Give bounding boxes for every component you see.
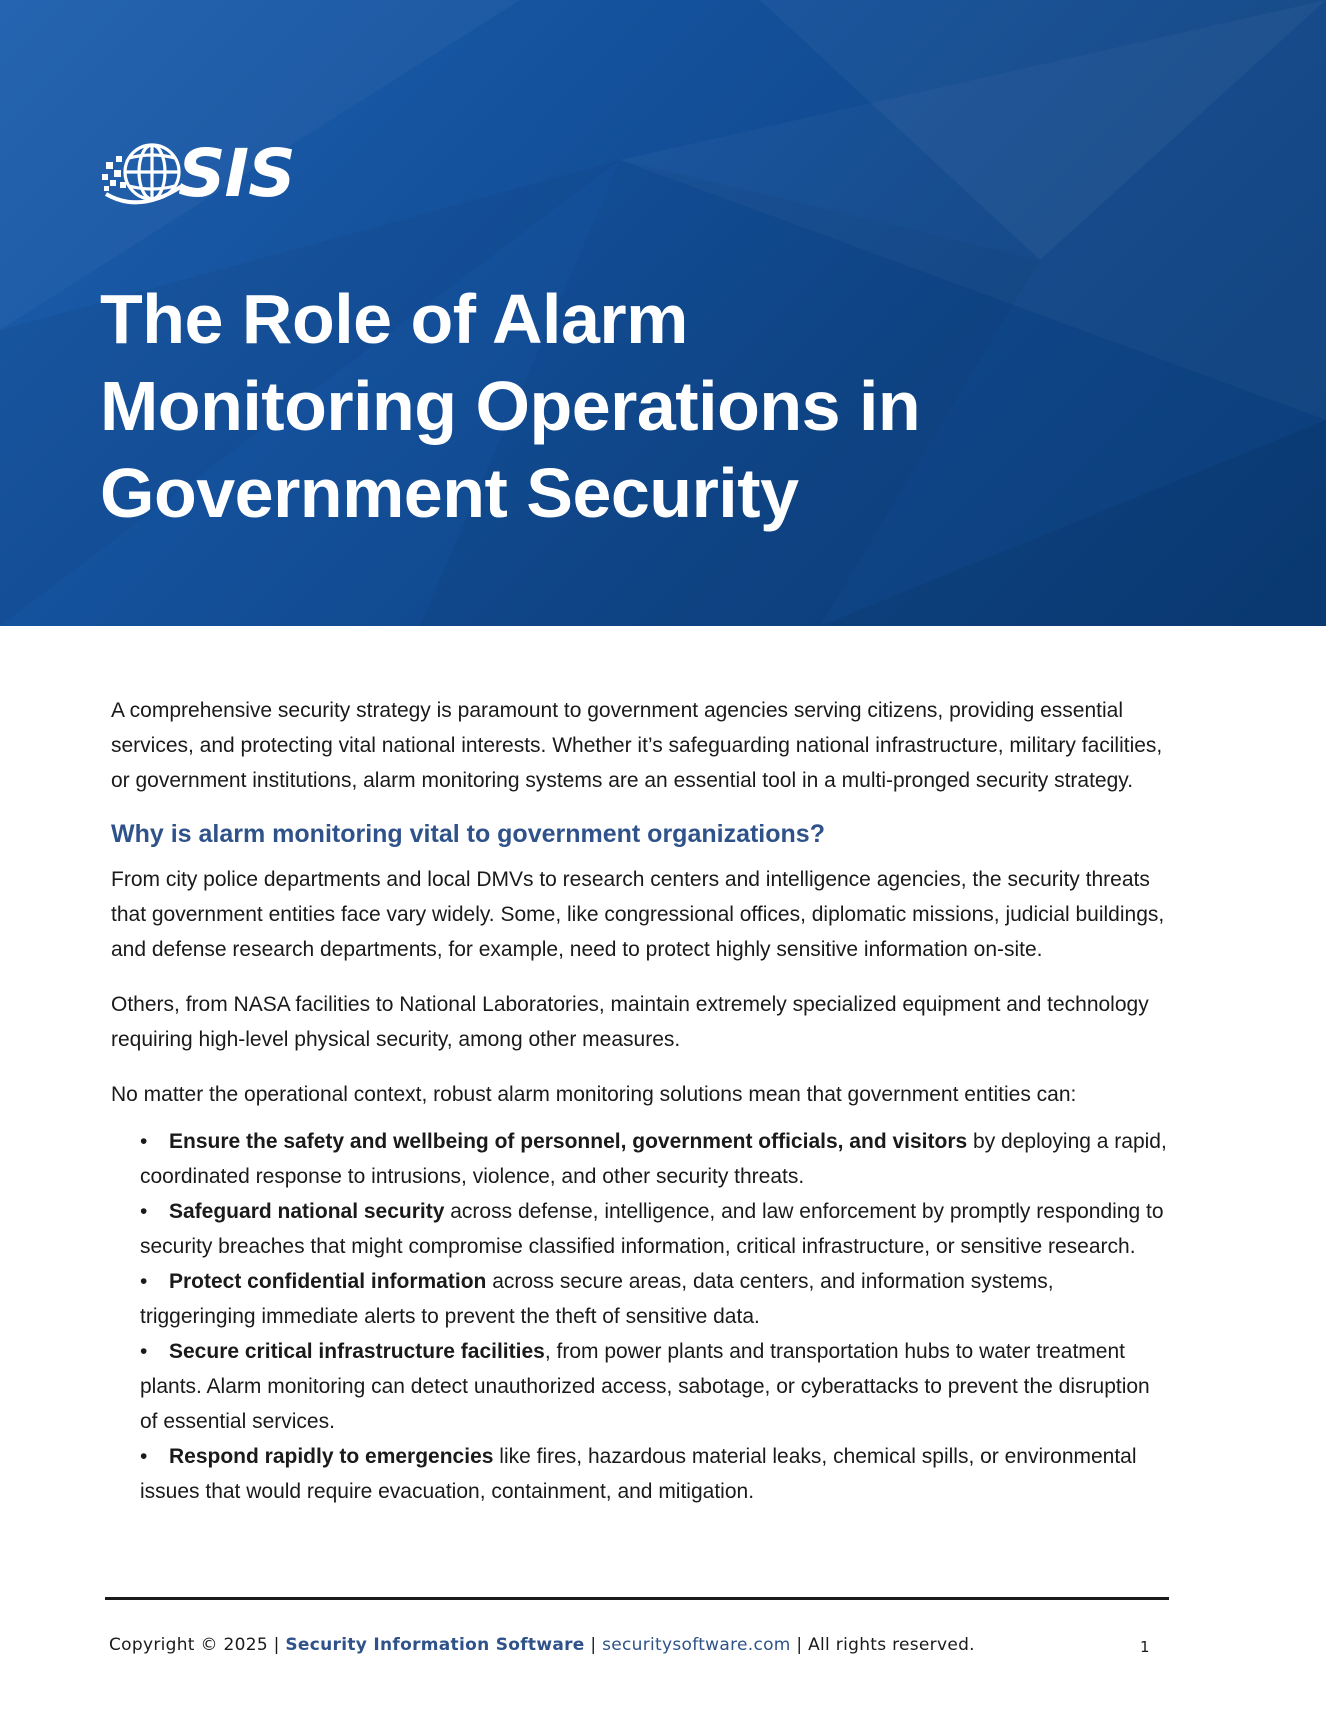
- page-title: [100, 276, 1100, 537]
- list-item-text: by deploying a rapid, coordinated response to intrusions, violence, and other security threats.: [140, 1130, 1167, 1188]
- body-paragraph: Others, from NASA facilities to National Laboratories, maintain extremely specialized equipment and technology requiring high-level physical security, among other measures.: [111, 993, 1149, 1051]
- list-item-emphasis: Secure critical infrastructure facilities: [169, 1340, 545, 1363]
- list-item-text: across secure areas, data centers, and information systems, triggeringing immediate alerts to prevent the theft of sensitive data.: [140, 1270, 1054, 1328]
- list-item: [140, 1264, 1173, 1334]
- list-item: [140, 1124, 1173, 1194]
- list-item-emphasis: Ensure the safety and wellbeing of personnel, government officials, and visitors: [169, 1130, 968, 1153]
- rights-text: All rights reserved.: [808, 1635, 975, 1655]
- globe-icon: [100, 136, 184, 212]
- footer-separator: |: [790, 1635, 809, 1655]
- company-name: Security Information Software: [285, 1635, 585, 1655]
- list-item: [140, 1439, 1173, 1509]
- bullet-marker: •: [140, 1340, 148, 1363]
- intro-paragraph: A comprehensive security strategy is paramount to government agencies serving citizens, providing essential services, and protecting vital national interests. Whether it’s safeguarding national infrastructure, military facilities, or government institutions, alarm monitoring systems are an essential tool in a multi-pronged security strategy.: [111, 699, 1163, 792]
- footer-separator: |: [584, 1635, 603, 1655]
- title-line: Monitoring Operations in: [100, 367, 921, 445]
- list-item-emphasis: Protect confidential information: [169, 1270, 487, 1293]
- page-number: 1: [1140, 1638, 1150, 1656]
- sis-logo: [100, 136, 330, 212]
- list-item-text: across defense, intelligence, and law enforcement by promptly responding to security breaches that might compromise classified information, critical infrastructure, or sensitive research.: [140, 1200, 1164, 1258]
- list-item-emphasis: Safeguard national security: [169, 1200, 445, 1223]
- article-body: [111, 693, 1173, 1509]
- list-item: [140, 1334, 1173, 1439]
- list-item: [140, 1194, 1173, 1264]
- section-heading: Why is alarm monitoring vital to government organizations?: [111, 820, 825, 848]
- bullet-marker: •: [140, 1270, 148, 1293]
- body-paragraph: From city police departments and local DMVs to research centers and intelligence agencies, the security threats that government entities face vary widely. Some, like congressional offices, diplomatic missions, judicial buildings, and defense research departments, for example, need to protect highly sensitive information on-site.: [111, 868, 1165, 961]
- bullet-marker: •: [140, 1200, 148, 1223]
- title-line: Government Security: [100, 454, 799, 532]
- website-link[interactable]: securitysoftware.com: [602, 1635, 791, 1655]
- benefits-list: [140, 1124, 1173, 1509]
- footer-copyright: [109, 1633, 975, 1657]
- copyright-text: Copyright © 2025: [109, 1635, 268, 1655]
- list-item-text: , from power plants and transportation hubs to water treatment plants. Alarm monitoring can detect unauthorized access, sabotage, or cyberattacks to prevent the disruption of essential services.: [140, 1340, 1150, 1433]
- list-item-text: like fires, hazardous material leaks, chemical spills, or environmental issues that would require evacuation, containment, and mitigation.: [140, 1445, 1137, 1503]
- bullet-marker: •: [140, 1130, 148, 1153]
- header-banner: [0, 0, 1326, 626]
- body-paragraph: No matter the operational context, robust alarm monitoring solutions mean that government entities can:: [111, 1083, 1077, 1106]
- footer-divider: [105, 1597, 1169, 1600]
- footer-separator: |: [267, 1635, 286, 1655]
- title-line: The Role of Alarm: [100, 280, 688, 358]
- bullet-marker: •: [140, 1445, 148, 1468]
- list-item-emphasis: Respond rapidly to emergencies: [169, 1445, 494, 1468]
- logo-wordmark: SIS: [178, 135, 295, 212]
